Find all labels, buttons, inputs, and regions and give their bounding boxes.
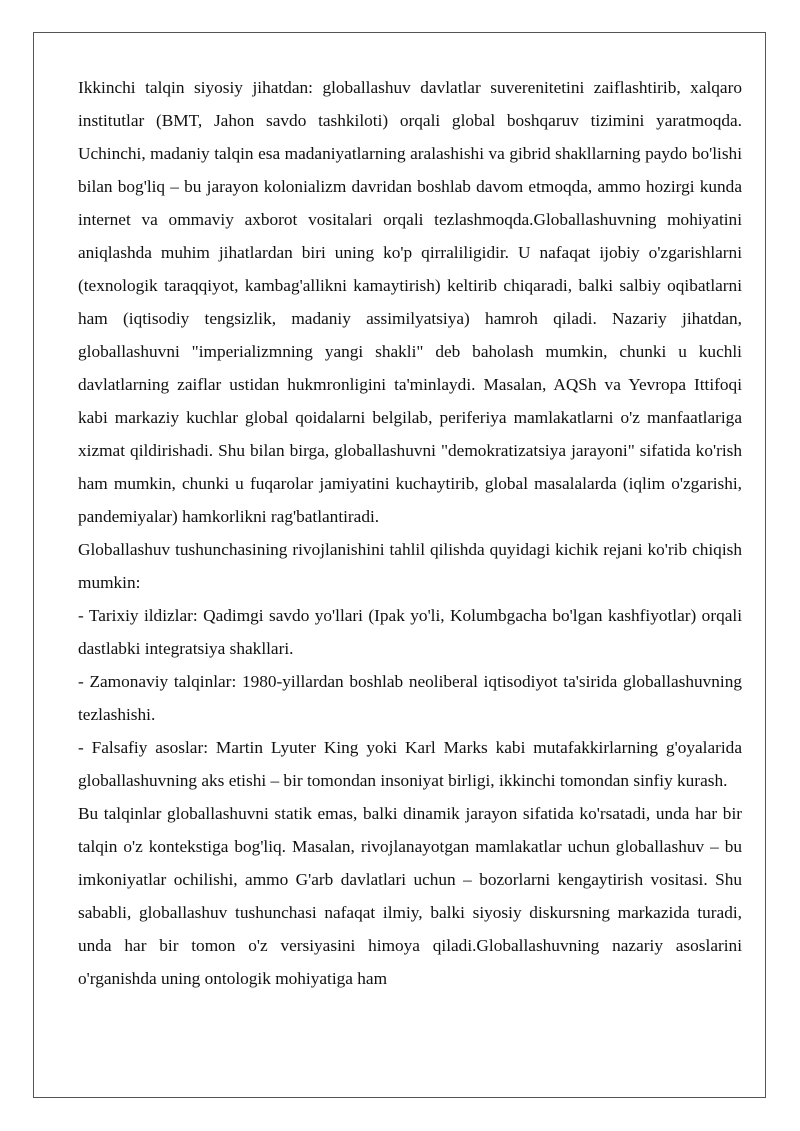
paragraph: Ikkinchi talqin siyosiy jihatdan: globallashuv davlatlar suverenitetini zaiflashtirib, xalqaro institutlar (BMT, Jahon savdo tashkiloti) orqali global boshqaruv tizimini yaratmoqda. Uchinchi, madaniy talqin esa madaniyatlarning aralashishi va gibrid shakllarning paydo bo'lishi bilan bog'liq – bu jarayon kolonializm davridan boshlab davom etmoqda, ammo hozirgi kunda internet va ommaviy axborot vositalari orqali tezlashmoqda.Globallashuvning mohiyatini aniqlashda muhim jihatlardan biri uning ko'p qirraliligidir. U nafaqat ijobiy o'zgarishlarni (texnologik taraqqiyot, kambag'allikni kamaytirish) keltirib chiqaradi, balki salbiy oqibatlarni ham (iqtisodiy tengsizlik, madaniy assimilyatsiya) hamroh qiladi. Nazariy jihatdan, globallashuvni "imperializmning yangi shakli" deb baholash mumkin, chunki u kuchli davlatlarning zaiflar ustidan hukmronligini ta'minlaydi. Masalan, AQSh va Yevropa Ittifoqi kabi markaziy kuchlar global qoidalarni belgilab, periferiya mamlakatlarni o'z manfaatlariga xizmat qildirishadi. Shu bilan birga, globallashuvni "demokratizatsiya jarayoni" sifatida ko'rish ham mumkin, chunki u fuqarolar jamiyatini kuchaytirib, global masalalarda (iqlim o'zgarishi, pandemiyalar) hamkorlikni rag'batlantiradi. <box>78 78 742 526</box>
document-body <box>78 71 742 995</box>
paragraph: Bu talqinlar globallashuvni statik emas, balki dinamik jarayon sifatida ko'rsatadi, unda har bir talqin o'z kontekstiga bog'liq. Masalan, rivojlanayotgan mamlakatlar uchun globallashuv – bu imkoniyatlar ochilishi, ammo G'arb davlatlari uchun – bozorlarni kengaytirish vositasi. Shu sababli, globallashuv tushunchasi nafaqat ilmiy, balki siyosiy diskursning markazida turadi, unda har bir tomon o'z versiyasini himoya qiladi.Globallashuvning nazariy asoslarini o'rganishda uning ontologik mohiyatiga ham <box>78 804 742 988</box>
paragraph: Globallashuv tushunchasining rivojlanishini tahlil qilishda quyidagi kichik rejani ko'rib chiqish mumkin: <box>78 540 742 592</box>
list-item: - Zamonaviy talqinlar: 1980-yillardan boshlab neoliberal iqtisodiyot ta'sirida globallashuvning tezlashishi. <box>78 672 742 724</box>
list-item: - Falsafiy asoslar: Martin Lyuter King yoki Karl Marks kabi mutafakkirlarning g'oyalarida globallashuvning aks etishi – bir tomondan insoniyat birligi, ikkinchi tomondan sinfiy kurash. <box>78 738 742 790</box>
list-item: - Tarixiy ildizlar: Qadimgi savdo yo'llari (Ipak yo'li, Kolumbgacha bo'lgan kashfiyotlar) orqali dastlabki integratsiya shakllari. <box>78 606 742 658</box>
